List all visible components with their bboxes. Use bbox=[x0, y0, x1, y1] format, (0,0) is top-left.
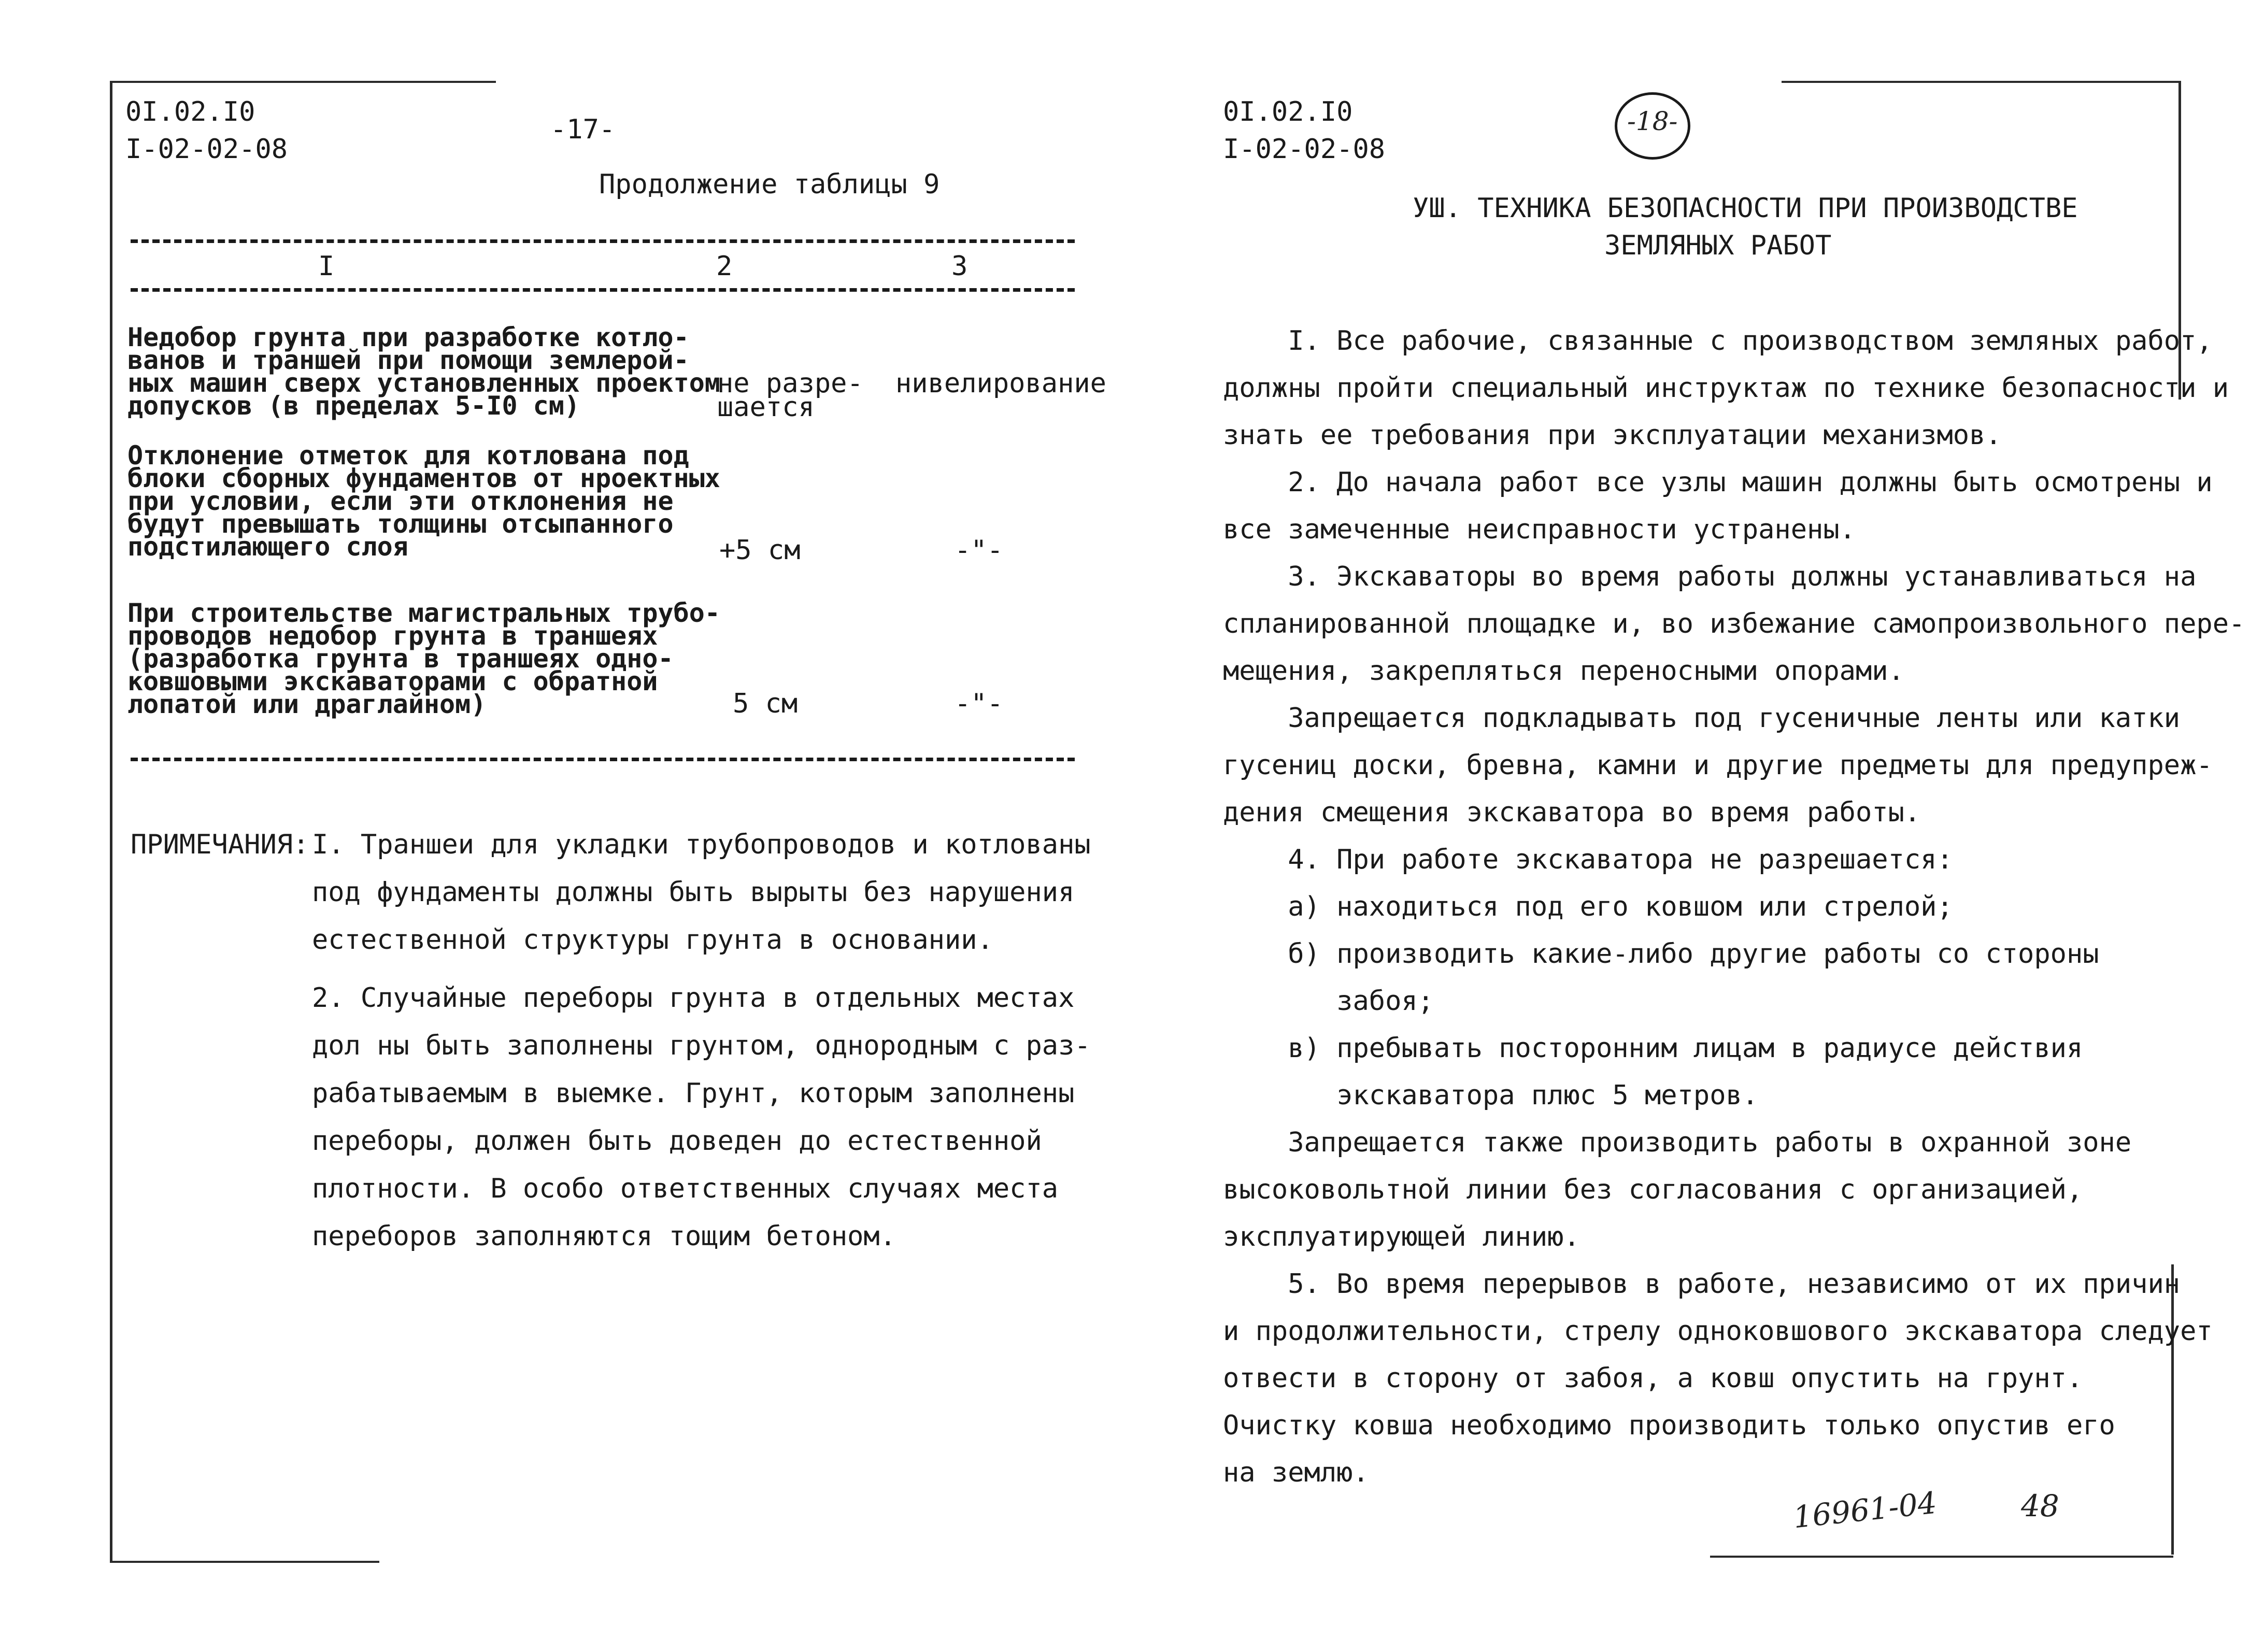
body-line: знать ее требования при эксплуатации механизмов. bbox=[1223, 420, 2002, 451]
row-description-line: Недобор грунта при разработке котло- bbox=[127, 322, 689, 352]
section-title-line: ЗЕМЛЯНЫХ РАБОТ bbox=[1604, 230, 1832, 261]
note-line: переборов заполняются тощим бетоном. bbox=[312, 1221, 896, 1252]
note-line: 2. Случайные переборы грунта в отдельных местах bbox=[312, 982, 1075, 1014]
body-line: I. Все рабочие, связанные с производством земляных работ, bbox=[1223, 325, 2213, 357]
note-line: под фундаменты должны быть вырыты без нарушения bbox=[312, 877, 1075, 908]
body-line: Очистку ковша необходимо производить только опустив его bbox=[1223, 1410, 2115, 1441]
right-doc-code-2: I-02-02-08 bbox=[1223, 134, 1386, 165]
note-line: дол ны быть заполнены грунтом, однородным с раз- bbox=[312, 1030, 1091, 1061]
left-frame-bottom bbox=[110, 1561, 379, 1563]
body-line: отвести в сторону от забоя, а ковш опустить на грунт. bbox=[1223, 1363, 2083, 1394]
body-line: 4. При работе экскаватора не разрешается: bbox=[1223, 844, 1953, 875]
page-number-stamp-text: -18- bbox=[1627, 106, 1678, 136]
note-line: рабатываемым в выемке. Грунт, которым заполнены bbox=[312, 1078, 1075, 1109]
row-description-line: ных машин сверх установленных проектом bbox=[127, 368, 720, 398]
row-description-line: ковшовыми экскаваторами с обратной bbox=[127, 666, 658, 696]
body-line: гусениц доски, бревна, камни и другие предметы для предупреж- bbox=[1223, 750, 2213, 781]
table-rule-header bbox=[131, 288, 1075, 292]
row-description-line: блоки сборных фундаментов от нроектных bbox=[127, 463, 720, 493]
row-description-line: ванов и траншей при помощи землерой- bbox=[127, 345, 689, 375]
body-line: Запрещается также производить работы в охранной зоне bbox=[1223, 1127, 2132, 1158]
body-line: должны пройти специальный инструктаж по технике безопасности и bbox=[1223, 373, 2229, 404]
note-line: I. Траншеи для укладки трубопроводов и котлованы bbox=[312, 829, 1091, 860]
row-description-line: При строительстве магистральных трубо- bbox=[127, 598, 720, 628]
body-line: забоя; bbox=[1223, 986, 1434, 1017]
table-caption: Продолжение таблицы 9 bbox=[599, 169, 940, 200]
left-doc-code-2: I-02-02-08 bbox=[125, 134, 288, 165]
row-value-line: не разре- bbox=[717, 368, 863, 399]
body-line: эксплуатирующей линию. bbox=[1223, 1221, 1580, 1252]
note-line: естественной структуры грунта в основании. bbox=[312, 924, 993, 956]
right-frame-bottom bbox=[1710, 1556, 2173, 1558]
row-description-line: лопатой или драглайном) bbox=[127, 689, 487, 719]
body-line: экскаватора плюс 5 метров. bbox=[1223, 1080, 1759, 1111]
body-line: все замеченные неисправности устранены. bbox=[1223, 514, 1856, 545]
body-line: б) производить какие-либо другие работы со стороны bbox=[1223, 938, 2099, 970]
row-description-line: допусков (в пределах 5-I0 см) bbox=[127, 391, 580, 421]
body-line: мещения, закрепляться переносными опорами. bbox=[1223, 656, 1904, 687]
col-header-3: 3 bbox=[951, 251, 968, 282]
row-method: нивелирование bbox=[895, 368, 1106, 399]
body-line: спланированной площадке и, во избежание самопроизвольного пере- bbox=[1223, 608, 2245, 639]
row-description-line: (разработка грунта в траншеях одно- bbox=[127, 644, 674, 674]
table-rule-top bbox=[131, 239, 1075, 243]
sheet-number: 48 bbox=[2021, 1488, 2059, 1523]
row-method: -"- bbox=[955, 535, 1003, 566]
row-description-line: будут превышать толщины отсыпанного bbox=[127, 509, 674, 539]
note-line: переборы, должен быть доведен до естественной bbox=[312, 1126, 1042, 1157]
section-title-line: УШ. ТЕХНИКА БЕЗОПАСНОСТИ ПРИ ПРОИЗВОДСТВЕ bbox=[1413, 193, 2078, 224]
body-line: 5. Во время перерывов в работе, независимо от их причин bbox=[1223, 1269, 2181, 1300]
body-line: а) находиться под его ковшом или стрелой; bbox=[1223, 891, 1953, 922]
right-frame-top bbox=[1782, 81, 2181, 83]
notes-label: ПРИМЕЧАНИЯ: bbox=[131, 829, 309, 860]
row-value-line: +5 см bbox=[719, 535, 801, 566]
row-value-line: шается bbox=[717, 392, 815, 423]
body-line: 2. До начала работ все узлы машин должны быть осмотрены и bbox=[1223, 467, 2213, 498]
col-header-2: 2 bbox=[716, 251, 733, 282]
note-line: плотности. В особо ответственных случаях места bbox=[312, 1173, 1059, 1204]
body-line: на землю. bbox=[1223, 1457, 1369, 1488]
body-line: в) пребывать посторонним лицам в радиусе действия bbox=[1223, 1033, 2083, 1064]
body-line: дения смещения экскаватора во время работы. bbox=[1223, 797, 1921, 828]
col-header-1: I bbox=[318, 251, 335, 282]
left-frame-top bbox=[110, 81, 496, 83]
body-line: и продолжительности, стрелу одноковшового экскаватора следует bbox=[1223, 1316, 2213, 1347]
row-method: -"- bbox=[955, 688, 1003, 719]
left-frame-vertical bbox=[110, 81, 112, 1563]
row-description-line: при условии, если эти отклонения не bbox=[127, 486, 674, 516]
body-line: высоковольтной линии без согласования с организацией, bbox=[1223, 1174, 2083, 1205]
handwritten-number: 16961-04 bbox=[1791, 1485, 1939, 1535]
right-frame-vertical-lower bbox=[2171, 1264, 2174, 1555]
row-description-line: подстилающего слоя bbox=[127, 532, 408, 562]
body-line: Запрещается подкладывать под гусеничные ленты или катки bbox=[1223, 703, 2181, 734]
left-page-number: -17- bbox=[550, 114, 616, 145]
row-description-line: Отклонение отметок для котлована под bbox=[127, 440, 689, 471]
table-rule-bottom bbox=[131, 758, 1075, 761]
right-doc-code-1: 0I.02.I0 bbox=[1223, 96, 1353, 127]
row-value-line: 5 см bbox=[733, 688, 798, 719]
left-doc-code-1: 0I.02.I0 bbox=[125, 96, 255, 127]
body-line: 3. Экскаваторы во время работы должны устанавливаться на bbox=[1223, 561, 2197, 592]
row-description-line: проводов недобор грунта в траншеях bbox=[127, 621, 658, 651]
